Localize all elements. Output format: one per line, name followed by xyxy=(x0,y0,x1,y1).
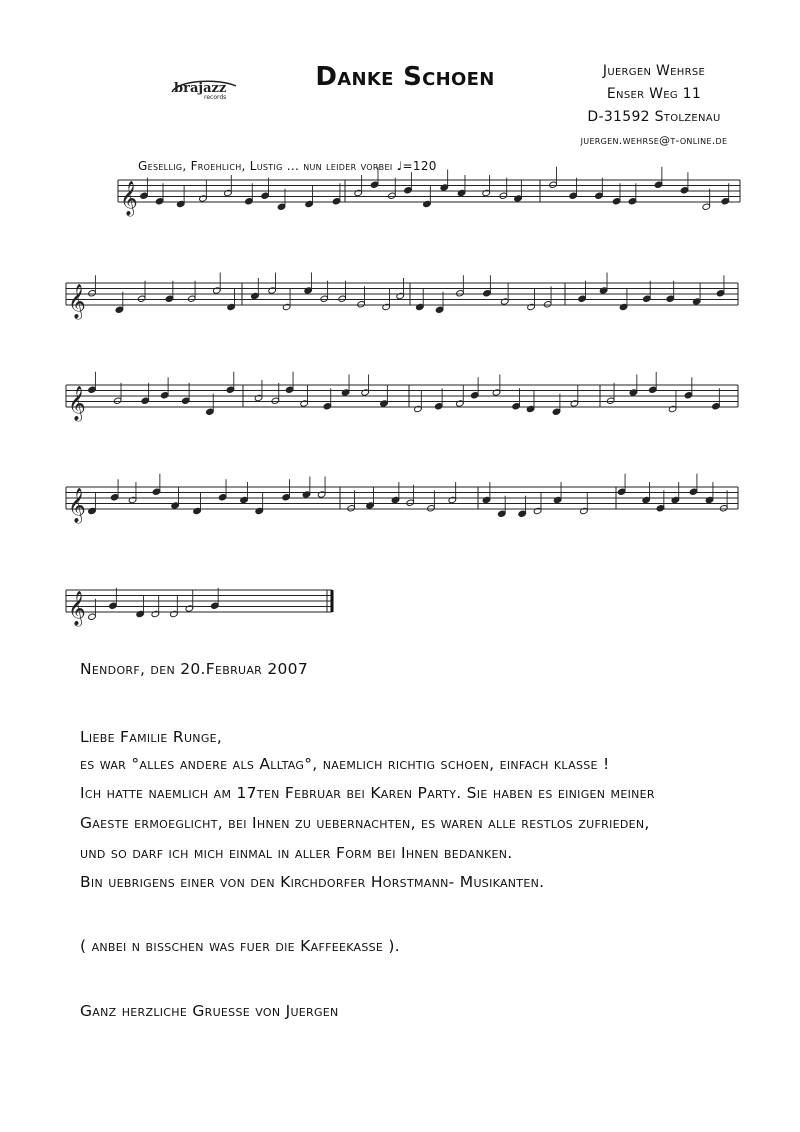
song-title: Danke Schoen xyxy=(315,62,495,92)
tempo-marking: Gesellig, Froehlich, Lustig ... nun leider vorbei ♩=120 xyxy=(138,159,437,173)
letter-place-date: Nendorf, den 20.Februar 2007 xyxy=(80,660,308,678)
sender-email: juergen.wehrse@t-online.de xyxy=(580,134,728,147)
letter-body-line: Ich hatte naemlich am 17ten Februar bei Karen Party. Sie haben es einigen meiner xyxy=(80,784,655,802)
letter-postscript: ( anbei n bisschen was fuer die Kaffeekasse ). xyxy=(80,937,400,955)
logo-tagline: records xyxy=(204,94,227,101)
sender-city: D-31592 Stolzenau xyxy=(587,109,721,125)
letter-body-line: es war °alles andere als Alltag°, naemlich richtig schoen, einfach klasse ! xyxy=(80,755,610,773)
staff-systems xyxy=(66,167,740,627)
letter-closing: Ganz herzliche Gruesse von Juergen xyxy=(80,1002,339,1020)
treble-clef-icon: 𝄞 xyxy=(68,284,86,319)
letter-body-line: Bin uebrigens einer von den Kirchdorfer Horstmann- Musikanten. xyxy=(80,873,545,891)
letter-salutation: Liebe Familie Runge, xyxy=(80,728,223,746)
treble-clef-icon: 𝄞 xyxy=(68,591,86,626)
sender-street: Enser Weg 11 xyxy=(606,86,702,102)
treble-clef-icon: 𝄞 xyxy=(68,488,86,523)
treble-clef-icon: 𝄞 xyxy=(68,386,86,421)
treble-clef-icon: 𝄞 xyxy=(120,181,138,216)
letter-body-line: und so darf ich mich einmal in aller Form bei Ihnen bedanken. xyxy=(80,844,513,862)
sender-name: Juergen Wehrse xyxy=(602,63,706,79)
letter-body-line: Gaeste ermoeglicht, bei Ihnen zu uebernachten, es waren alle restlos zufrieden, xyxy=(80,814,650,832)
logo-wordmark: brajazz xyxy=(174,81,227,96)
